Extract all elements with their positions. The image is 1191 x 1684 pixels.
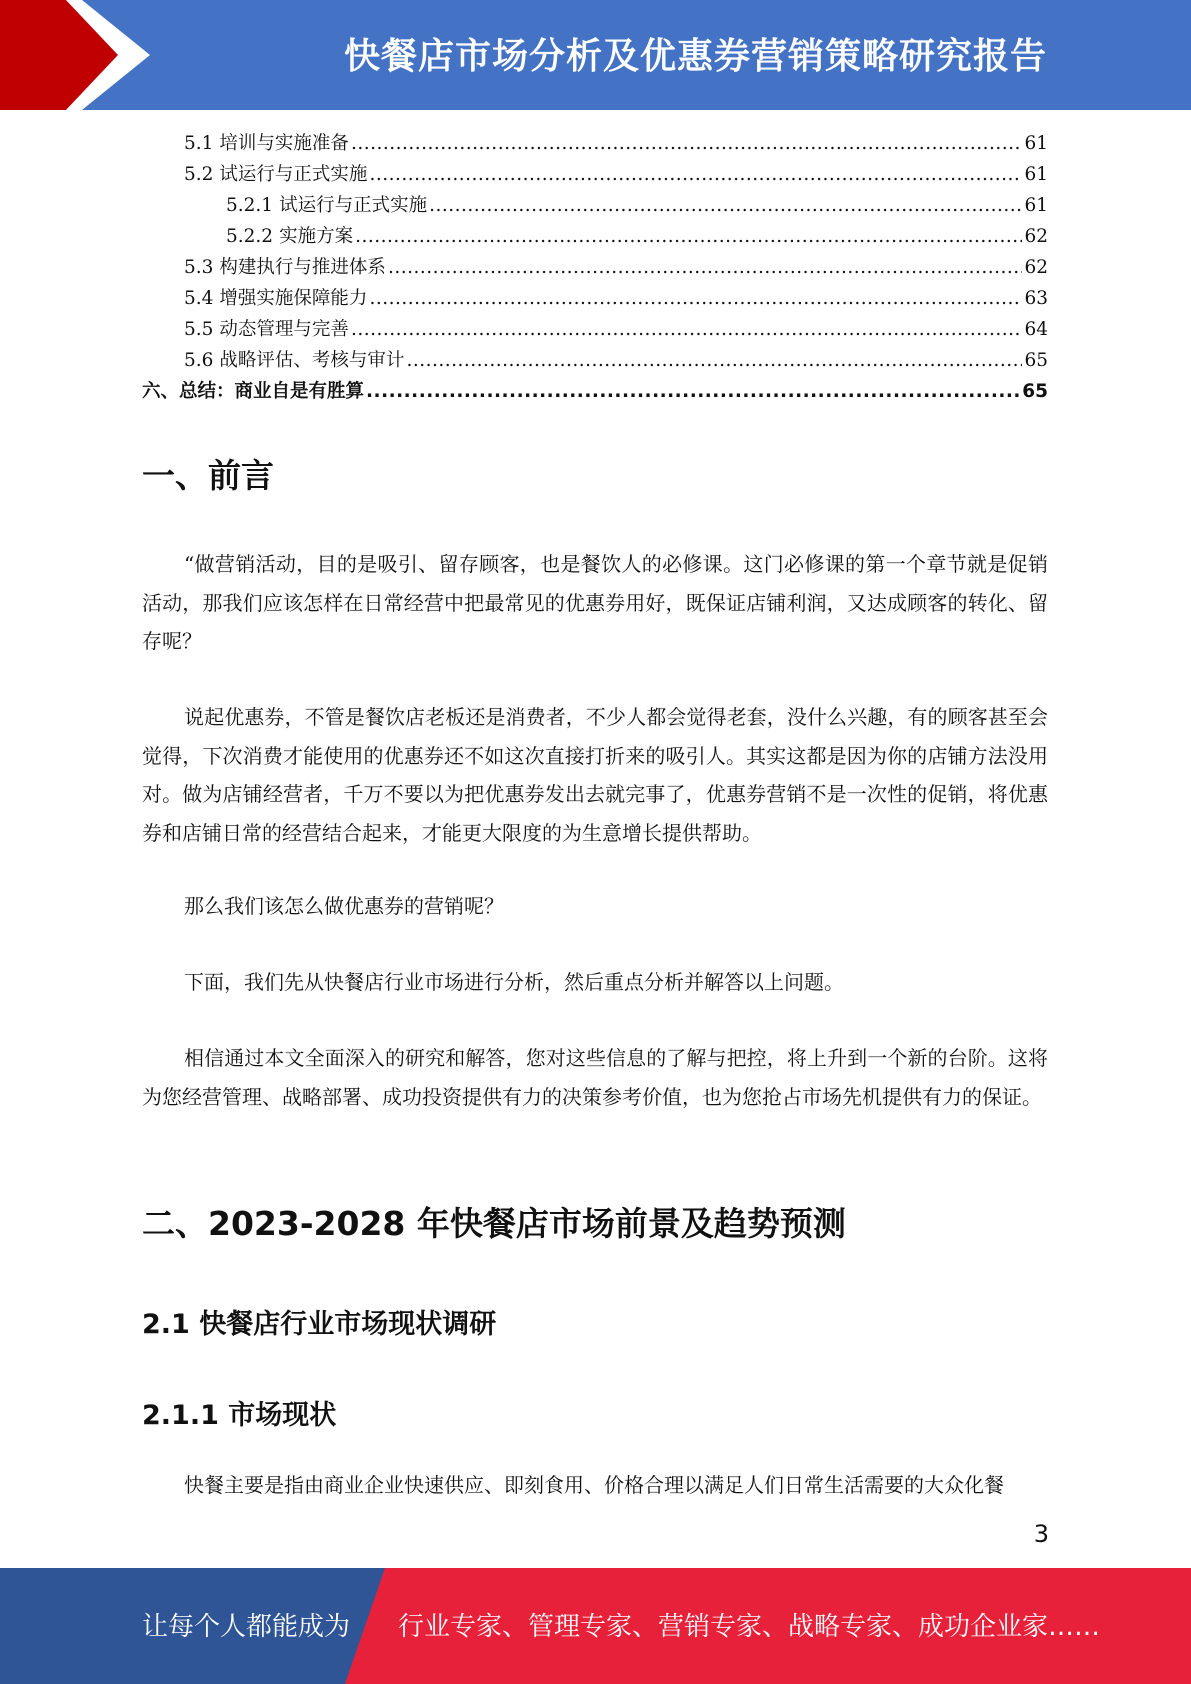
toc-entry-page: 62 xyxy=(1024,257,1048,278)
toc-entry[interactable] xyxy=(142,314,1048,345)
toc-entry[interactable] xyxy=(142,190,1048,221)
subsection-heading: 2.1 快餐店行业市场现状调研 xyxy=(142,1309,497,1340)
toc-entry-page: 65 xyxy=(1022,381,1048,402)
toc-entry-number: 5.1 xyxy=(184,133,214,154)
toc-leader-dots xyxy=(369,159,1022,190)
toc-entry-page: 65 xyxy=(1024,350,1048,371)
toc-entry-number: 5.2.2 xyxy=(226,226,274,247)
toc-entry[interactable] xyxy=(142,345,1048,376)
toc-entry-title: 战略评估、考核与审计 xyxy=(219,350,405,371)
toc-entry-title: 六、总结：商业自是有胜算 xyxy=(142,381,365,402)
paragraph: 那么我们该怎么做优惠券的营销呢？ xyxy=(184,894,504,918)
page-number: 3 xyxy=(1033,1520,1049,1548)
section-heading-forecast: 二、2023-2028 年快餐店市场前景及趋势预测 xyxy=(142,1204,846,1243)
table-of-contents xyxy=(142,128,1048,407)
toc-entry[interactable] xyxy=(142,159,1048,190)
paragraph: 快餐主要是指由商业企业快速供应、即刻食用、价格合理以满足人们日常生活需要的大众化餐 xyxy=(184,1473,1004,1497)
subsubsection-heading: 2.1.1 市场现状 xyxy=(142,1400,337,1431)
toc-entry-number: 5.2 xyxy=(184,164,214,185)
toc-entry-page: 64 xyxy=(1024,319,1048,340)
toc-entry-number: 5.5 xyxy=(184,319,214,340)
toc-entry-title: 试运行与正式实施 xyxy=(219,164,368,185)
toc-entry-title: 试运行与正式实施 xyxy=(279,195,428,216)
toc-entry-number: 5.6 xyxy=(184,350,214,371)
toc-entry-number: 5.4 xyxy=(184,288,214,309)
toc-entry-page: 61 xyxy=(1024,195,1048,216)
toc-leader-dots xyxy=(355,221,1022,252)
toc-entry[interactable] xyxy=(142,283,1048,314)
paragraph: 下面，我们先从快餐店行业市场进行分析，然后重点分析并解答以上问题。 xyxy=(184,970,844,994)
toc-entry-page: 62 xyxy=(1024,226,1048,247)
toc-entry-number: 5.2.1 xyxy=(226,195,274,216)
toc-leader-dots xyxy=(351,314,1023,345)
paragraph: “做营销活动，目的是吸引、留存顾客，也是餐饮人的必修课。这门必修课的第一个章节就是促销活动，那我们应该怎样在日常经营中把最常见的优惠券用好，既保证店铺利润，又达成顾客的转化、留存呢？ xyxy=(142,552,1048,653)
toc-entry-title: 构建执行与推进体系 xyxy=(219,257,386,278)
toc-leader-dots xyxy=(429,190,1022,221)
toc-leader-dots xyxy=(369,283,1022,314)
toc-leader-dots xyxy=(351,128,1023,159)
report-title: 快餐店市场分析及优惠券营销策略研究报告 xyxy=(343,36,1047,77)
toc-leader-dots xyxy=(388,252,1023,283)
toc-entry-page: 61 xyxy=(1024,164,1048,185)
toc-entry-title: 增强实施保障能力 xyxy=(219,288,368,309)
section-heading-preface: 一、前言 xyxy=(142,456,274,495)
toc-entry-page: 63 xyxy=(1024,288,1048,309)
toc-entry-title: 动态管理与完善 xyxy=(219,319,349,340)
toc-leader-dots xyxy=(406,345,1022,376)
toc-entry-page: 61 xyxy=(1024,133,1048,154)
toc-entry[interactable] xyxy=(142,376,1048,407)
footer-slogan-right: 行业专家、管理专家、营销专家、战略专家、成功企业家…… xyxy=(398,1612,1101,1642)
footer-banner xyxy=(0,1568,1191,1684)
toc-entry-number: 5.3 xyxy=(184,257,214,278)
paragraph: 相信通过本文全面深入的研究和解答，您对这些信息的了解与把控，将上升到一个新的台阶。这将为您经营管理、战略部署、成功投资提供有力的决策参考价值，也为您抢占市场先机提供有力的保证。 xyxy=(142,1046,1048,1109)
header-banner xyxy=(0,0,1191,110)
toc-entry[interactable] xyxy=(142,128,1048,159)
toc-leader-dots xyxy=(366,376,1020,407)
toc-entry-title: 培训与实施准备 xyxy=(219,133,349,154)
paragraph: 说起优惠券，不管是餐饮店老板还是消费者，不少人都会觉得老套，没什么兴趣，有的顾客甚至会觉得，下次消费才能使用的优惠券还不如这次直接打折来的吸引人。其实这都是因为你的店铺方法没用对。做为店铺经营者，千万不要以为把优惠券发出去就完事了，优惠券营销不是一次性的促销，将优惠券和店铺日常的经营结合起来，才能更大限度的为生意增长提供帮助。 xyxy=(142,705,1048,845)
footer-slogan-left: 让每个人都能成为 xyxy=(142,1612,351,1642)
toc-entry[interactable] xyxy=(142,252,1048,283)
toc-entry-title: 实施方案 xyxy=(279,226,354,247)
toc-entry[interactable] xyxy=(142,221,1048,252)
